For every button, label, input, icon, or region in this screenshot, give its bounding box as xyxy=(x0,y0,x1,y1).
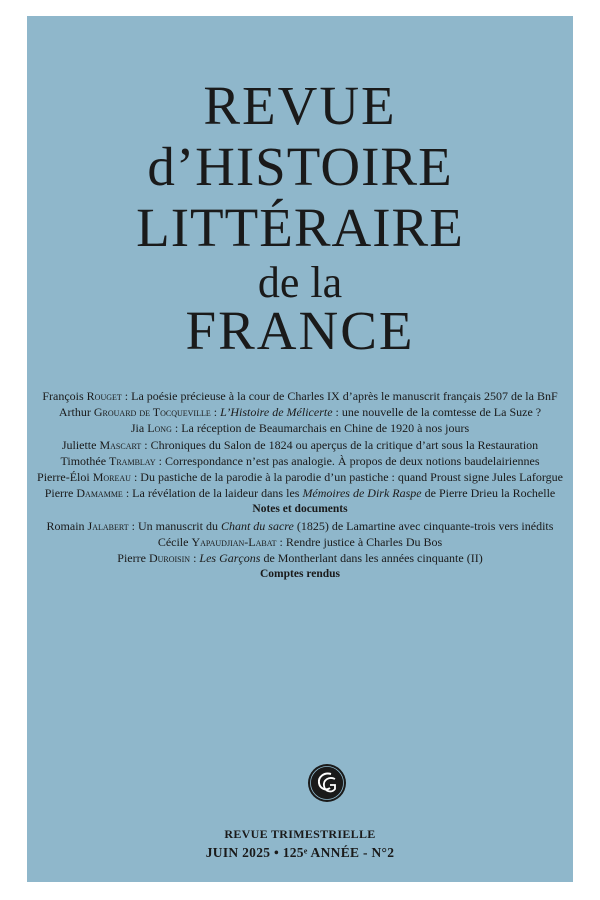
entry-title: Rendre justice à Charles Du Bos xyxy=(285,534,443,549)
author-first-name: Arthur xyxy=(58,405,91,420)
author-last-name: Moreau xyxy=(92,470,131,485)
entry-title: Un manuscrit du xyxy=(137,518,221,533)
author-last-name: Rouget xyxy=(86,389,122,403)
separator: : xyxy=(121,389,132,403)
journal-cover xyxy=(27,16,573,882)
separator: : xyxy=(141,437,151,452)
entry-italic-title: Les Garçons xyxy=(199,551,261,566)
footer-issue: JUIN 2025 • 125ᵉ ANNÉE - N°2 xyxy=(205,845,395,860)
separator: : xyxy=(122,486,133,501)
author-first-name: Juliette xyxy=(61,437,97,452)
author-last-name: Tramblay xyxy=(109,453,156,468)
separator: : xyxy=(171,421,182,436)
note-entry xyxy=(27,534,573,550)
separator: : xyxy=(210,405,221,420)
author-first-name: Cécile xyxy=(157,534,189,549)
title-histoire: d’HISTOIRE xyxy=(147,136,453,197)
title-litteraire: LITTÉRAIRE xyxy=(136,197,464,258)
article-entry xyxy=(27,437,573,453)
author-last-name: Duroisin xyxy=(148,551,191,566)
entry-title-continued: de Montherlant dans les années cinquante (II) xyxy=(260,551,483,566)
entry-title: La réception de Beaumarchais en Chine de 1920 à nos jours xyxy=(181,421,470,436)
separator: : xyxy=(155,453,165,468)
author-last-name: Long xyxy=(147,421,172,436)
separator: : xyxy=(128,518,138,533)
title-revue: REVUE xyxy=(203,75,397,136)
table-of-contents xyxy=(27,388,573,582)
author-first-name: François xyxy=(42,389,84,403)
entry-title: La poésie précieuse à la cour de Charles IX d’après le manuscrit français 2507 de la BnF xyxy=(131,389,558,403)
cg-monogram-icon xyxy=(307,763,347,803)
author-last-name: Damamme xyxy=(76,486,123,501)
article-entry xyxy=(27,420,573,436)
title-france: FRANCE xyxy=(185,300,415,361)
entry-title: Chroniques du Salon de 1824 ou aperçus de la critique d’art sous la Restauration xyxy=(150,437,539,452)
separator: : xyxy=(276,534,286,549)
separator: : xyxy=(190,551,200,566)
author-first-name: Romain xyxy=(46,518,85,533)
article-entry xyxy=(27,453,573,469)
entry-italic-title: L’Histoire de Mélicerte xyxy=(220,405,333,420)
entry-title-continued: : une nouvelle de la comtesse de La Suze ? xyxy=(332,405,542,420)
notes-list xyxy=(27,518,573,567)
author-first-name: Pierre xyxy=(117,551,146,566)
author-last-name: Jalabert xyxy=(87,518,129,533)
author-first-name: Pierre-Éloi xyxy=(37,470,90,485)
separator: : xyxy=(130,470,141,485)
articles-list xyxy=(27,388,573,501)
author-last-name: Grouard de Tocqueville xyxy=(93,405,211,420)
author-first-name: Jia xyxy=(130,421,145,436)
article-entry xyxy=(27,485,573,501)
title-de-la: de la xyxy=(257,258,343,307)
entry-italic-title: Mémoires de Dirk Raspe xyxy=(302,486,422,501)
entry-italic-title: Chant du sacre xyxy=(220,518,294,533)
note-entry xyxy=(27,518,573,534)
note-entry xyxy=(27,550,573,566)
article-entry xyxy=(27,469,573,485)
author-first-name: Pierre xyxy=(44,486,74,501)
footer-frequency: REVUE TRIMESTRIELLE xyxy=(224,827,376,841)
entry-title-continued: (1825) de Lamartine avec cinquante-trois vers inédits xyxy=(293,518,554,533)
entry-title: Du pastiche de la parodie à la parodie d’un pastiche : quand Proust signe Jules Laforgue xyxy=(140,470,563,485)
entry-title: Correspondance n’est pas analogie. À propos de deux notions baudelairiennes xyxy=(164,453,540,468)
article-entry xyxy=(27,388,573,404)
entry-title: La révélation de la laideur dans les xyxy=(132,486,303,501)
reviews-heading: Comptes rendus xyxy=(260,568,340,581)
author-last-name: Mascart xyxy=(99,437,142,452)
entry-title-continued: de Pierre Drieu la Rochelle xyxy=(421,486,556,501)
author-last-name: Yapaudjian-Labat xyxy=(191,534,277,549)
author-first-name: Timothée xyxy=(60,453,107,468)
article-entry xyxy=(27,404,573,420)
notes-heading: Notes et documents xyxy=(252,503,348,516)
